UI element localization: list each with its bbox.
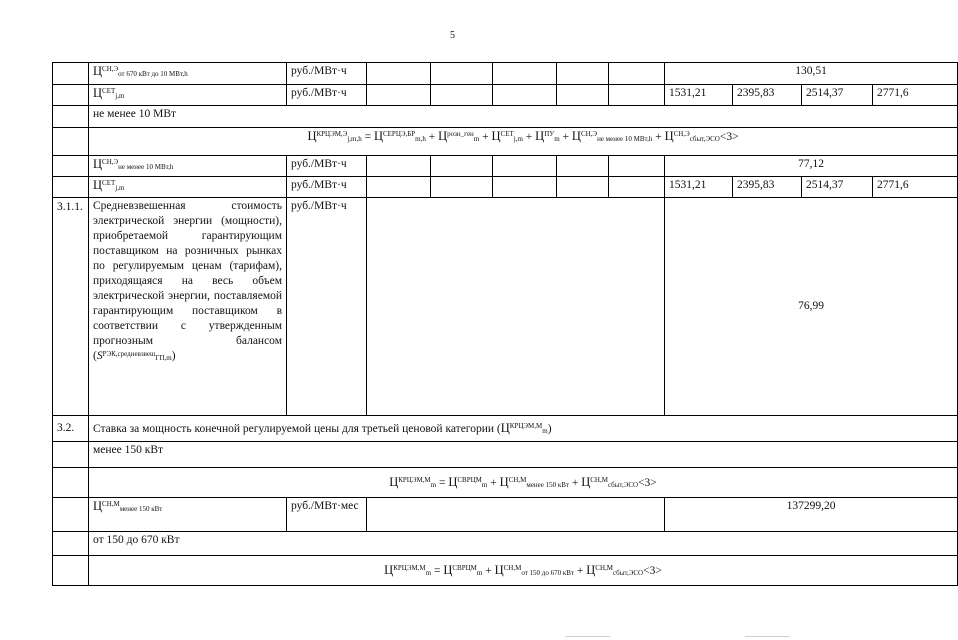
section-label: не менее 10 МВт (89, 106, 958, 128)
table-row (53, 468, 958, 498)
tariff-symbol: $Ц^{СН,Э}от$ 670 кВт до 10 МВт,h (89, 63, 287, 85)
row-number: 3.2. (53, 416, 89, 442)
scan-artifact-line (745, 636, 790, 637)
tariff-symbol: $Ц^{СЕТ}j,m$ (89, 85, 287, 106)
value-cell: 77,12 (665, 156, 958, 177)
row-number-cell (53, 63, 89, 85)
table-row (53, 177, 958, 198)
section-heading: Ставка за мощность конечной регулируемой цены для третьей ценовой категории $(Ц^{КРЦЭМ,М}m)$ (89, 416, 958, 442)
tariff-table (52, 62, 958, 586)
formula-cell: $Ц^{КРЦЭМ,М}m = Ц^{СВРЦМ}m + Ц^{СН,М}от$ 150 до 670 кВт + $Ц^{СН,М}сбыт,ЭСО<3>$ (89, 556, 958, 586)
value-cell: 2395,83 (733, 85, 802, 106)
value-cell: 2771,6 (873, 177, 958, 198)
table-row (53, 106, 958, 128)
table-row (53, 556, 958, 586)
unit-cell: руб./МВт·ч (287, 85, 367, 106)
table-row (53, 128, 958, 156)
table-row (53, 416, 958, 442)
table-row (53, 498, 958, 532)
table-row (53, 532, 958, 556)
value-cell: 76,99 (665, 198, 958, 416)
row-number: 3.1.1. (53, 198, 89, 416)
tariff-symbol: $Ц^{СЕТ}j,m$ (89, 177, 287, 198)
value-cell: 130,51 (665, 63, 958, 85)
unit-cell: руб./МВт·мес (287, 498, 367, 532)
page-number: 5 (450, 30, 455, 41)
value-cell: 1531,21 (665, 177, 733, 198)
unit-cell: руб./МВт·ч (287, 63, 367, 85)
tariff-symbol: $Ц^{СН,М}менее$ 150 кВт (89, 498, 287, 532)
formula-cell: $Ц^{КРЦЭМ,Э}j,m,h = Ц^{СЕРЦЭ,БР}m,h + Ц^{розн\_ген}m + Ц^{СЕТ}j,m + Ц^{ПУ}m + Ц^{СН,Э}не$ менее 10 $МВт,h + Ц^{СН,Э}сбыт,ЭСО<3>$ (89, 128, 958, 156)
scan-artifact-line (565, 636, 610, 637)
unit-cell: руб./МВт·ч (287, 198, 367, 416)
unit-cell: руб./МВт·ч (287, 156, 367, 177)
table-row (53, 85, 958, 106)
unit-cell: руб./МВт·ч (287, 177, 367, 198)
value-cell: 2771,6 (873, 85, 958, 106)
value-cell: 2514,37 (802, 177, 873, 198)
table-row (53, 63, 958, 85)
formula-cell: $Ц^{КРЦЭМ,М}m = Ц^{СВРЦМ}m$ + $Ц^{СН,М}менее$ 150 кВт + $Ц^{СН,М}сбыт,ЭСО<3>$ (89, 468, 958, 498)
tariff-symbol: $Ц^{СН,Э}не$ менее 10 МВт,h (89, 156, 287, 177)
value-cell: 1531,21 (665, 85, 733, 106)
value-cell: 2514,37 (802, 85, 873, 106)
row-description: Средневзвешенная стоимость электрической энергии (мощности), приобретаемой гарантирующим поставщиком на розничных рынках по регулируемым ценам (тарифам), приходящаяся на весь объем электрической энергии, поставляемой гарантирующим поставщиком в соответствии с утвержденным прогнозным балансом $(S^{РЭК,средневзвеш}ГП,m)$ (89, 198, 287, 416)
table-row (53, 442, 958, 468)
value-cell: 137299,20 (665, 498, 958, 532)
section-label: менее 150 кВт (89, 442, 958, 468)
value-cell: 2395,83 (733, 177, 802, 198)
table-row (53, 156, 958, 177)
table-row (53, 198, 958, 416)
section-label: от 150 до 670 кВт (89, 532, 958, 556)
